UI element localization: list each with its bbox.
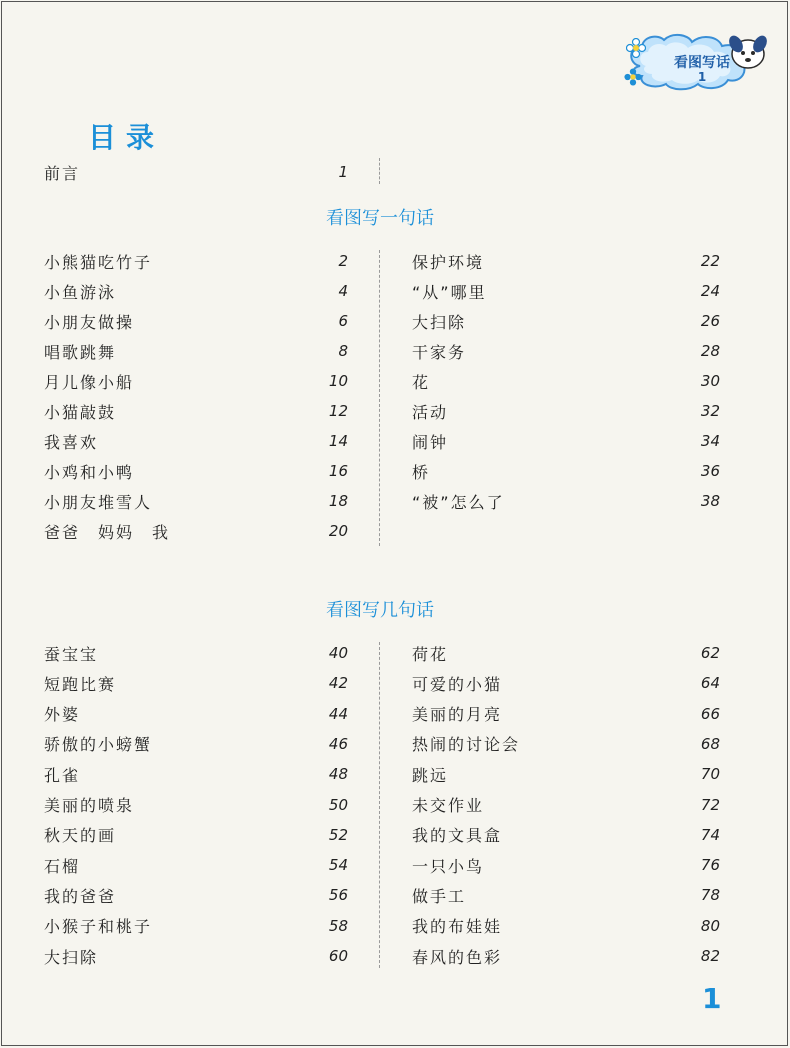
entry-page: 24 <box>700 282 720 300</box>
entry-page: 58 <box>328 916 348 935</box>
entry-page: 74 <box>700 825 720 844</box>
entry-label: 美丽的喷泉 <box>44 796 135 815</box>
toc-entry[interactable] <box>44 791 348 819</box>
toc-entry[interactable] <box>412 639 720 667</box>
entry-label: 荷花 <box>412 644 449 664</box>
entry-label: 保护环境 <box>412 252 485 272</box>
entry-label: 孔雀 <box>44 765 81 785</box>
entry-page: 68 <box>700 734 720 753</box>
entry-label: 未交作业 <box>412 796 485 815</box>
entry-page: 42 <box>328 674 348 693</box>
entry-page: 78 <box>700 886 720 905</box>
entry-page: 38 <box>700 492 720 510</box>
entry-label: 爸爸 妈妈 我 <box>44 522 171 542</box>
toc-entry[interactable] <box>412 881 720 909</box>
entry-label: 我喜欢 <box>44 432 99 452</box>
entry-page: 36 <box>700 462 720 480</box>
toc-entry[interactable] <box>412 457 720 485</box>
entry-page: 16 <box>328 462 348 480</box>
toc-entry[interactable] <box>44 517 348 545</box>
toc-entry[interactable] <box>412 247 720 275</box>
series-badge <box>622 28 772 98</box>
section-heading: 看图写一句话 <box>326 208 434 229</box>
entry-label: 小鱼游泳 <box>44 282 117 302</box>
entry-page: 2 <box>338 252 348 270</box>
entry-page: 32 <box>700 402 720 420</box>
column-divider <box>379 158 380 184</box>
entry-label: 做手工 <box>412 886 467 906</box>
toc-entry[interactable] <box>44 397 348 425</box>
toc-entry[interactable] <box>44 277 348 305</box>
entry-page: 1 <box>338 163 348 181</box>
entry-label: 春风的色彩 <box>412 947 503 967</box>
entry-label: 活动 <box>412 402 449 422</box>
entry-page: 14 <box>328 432 348 450</box>
entry-page: 34 <box>700 432 720 450</box>
entry-label: 小朋友堆雪人 <box>44 492 153 512</box>
entry-page: 10 <box>328 372 348 390</box>
flower-icon <box>624 68 642 86</box>
entry-page: 80 <box>700 916 720 935</box>
entry-page: 8 <box>338 342 348 360</box>
toc-entry[interactable] <box>412 337 720 365</box>
badge-number: 1 <box>697 70 707 84</box>
toc-entry[interactable] <box>412 821 720 849</box>
entry-page: 50 <box>328 795 348 814</box>
entry-label: 前言 <box>44 163 81 183</box>
toc-entry[interactable] <box>412 942 720 970</box>
entry-label: 花 <box>412 372 431 392</box>
toc-entry[interactable] <box>412 791 720 819</box>
toc-entry[interactable] <box>44 367 348 395</box>
entry-page: 48 <box>328 765 348 784</box>
toc-entry-preface[interactable] <box>44 158 348 186</box>
entry-label: 小朋友做操 <box>44 312 135 332</box>
entry-page: 76 <box>700 856 720 875</box>
entry-page: 62 <box>700 644 720 662</box>
toc-entry[interactable] <box>44 247 348 275</box>
entry-label: 跳远 <box>412 765 449 785</box>
entry-page: 22 <box>700 252 720 270</box>
entry-label: 可爱的小猫 <box>412 674 503 694</box>
toc-entry[interactable] <box>44 942 348 970</box>
entry-page: 30 <box>700 372 720 390</box>
toc-entry[interactable] <box>44 881 348 909</box>
badge-title: 看图写话 <box>674 55 730 71</box>
entry-page: 44 <box>328 704 348 723</box>
toc-entry[interactable] <box>44 337 348 365</box>
toc-entry[interactable] <box>412 397 720 425</box>
entry-label: 一只小鸟 <box>412 856 485 876</box>
toc-entry[interactable] <box>412 277 720 305</box>
entry-page: 40 <box>328 644 348 662</box>
entry-page: 54 <box>328 856 348 875</box>
entry-label: 骄傲的小螃蟹 <box>44 735 153 755</box>
entry-label: 短跑比赛 <box>44 674 117 694</box>
entry-label: 桥 <box>412 462 431 482</box>
toc-entry[interactable] <box>412 851 720 879</box>
toc-entry[interactable] <box>412 760 720 788</box>
entry-label: 小鸡和小鸭 <box>44 462 135 482</box>
section-heading: 看图写几句话 <box>326 600 434 621</box>
toc-entry[interactable] <box>44 669 348 697</box>
entry-page: 20 <box>328 522 348 540</box>
toc-entry[interactable] <box>44 427 348 455</box>
entry-label: “从”哪里 <box>412 282 487 302</box>
entry-label: 干家务 <box>412 342 467 362</box>
entry-label: 石榴 <box>44 856 81 876</box>
entry-page: 72 <box>700 795 720 814</box>
entry-page: 26 <box>700 312 720 330</box>
entry-page: 46 <box>328 734 348 753</box>
entry-label: 我的爸爸 <box>44 886 117 906</box>
entry-label: 我的文具盒 <box>412 826 503 846</box>
toc-entry[interactable] <box>412 669 720 697</box>
entry-label: 美丽的月亮 <box>412 705 503 725</box>
toc-entry[interactable] <box>412 367 720 395</box>
toc-entry[interactable] <box>412 427 720 455</box>
entry-label: 外婆 <box>44 705 81 725</box>
toc-entry[interactable] <box>412 700 720 728</box>
entry-page: 60 <box>328 947 348 965</box>
entry-label: 大扫除 <box>412 312 467 332</box>
entry-label: 蚕宝宝 <box>44 644 99 664</box>
toc-entry[interactable] <box>44 700 348 728</box>
entry-label: 秋天的画 <box>44 826 117 846</box>
toc-title: 目录 <box>88 121 165 154</box>
toc-entry[interactable] <box>44 487 348 515</box>
toc-entry[interactable] <box>44 730 348 758</box>
entry-label: “被”怎么了 <box>412 492 505 512</box>
entry-label: 热闹的讨论会 <box>412 735 521 755</box>
entry-label: 我的布娃娃 <box>412 917 503 937</box>
entry-page: 70 <box>700 765 720 784</box>
entry-page: 18 <box>328 492 348 510</box>
column-divider <box>379 250 380 546</box>
toc-entry[interactable] <box>44 307 348 335</box>
entry-page: 12 <box>328 402 348 420</box>
entry-page: 4 <box>338 282 348 300</box>
entry-page: 6 <box>338 312 348 330</box>
entry-page: 56 <box>328 886 348 905</box>
toc-entry[interactable] <box>44 760 348 788</box>
toc-entry[interactable] <box>44 457 348 485</box>
entry-label: 月儿像小船 <box>44 372 135 392</box>
toc-entry[interactable] <box>44 851 348 879</box>
entry-label: 小熊猫吃竹子 <box>44 252 153 272</box>
entry-page: 64 <box>700 674 720 693</box>
entry-page: 66 <box>700 704 720 723</box>
page-number: 1 <box>702 982 722 1015</box>
column-divider <box>379 642 380 968</box>
entry-page: 82 <box>700 947 720 965</box>
toc-entry[interactable] <box>412 730 720 758</box>
toc-entry[interactable] <box>412 307 720 335</box>
toc-entry[interactable] <box>412 912 720 940</box>
toc-entry[interactable] <box>44 639 348 667</box>
entry-label: 大扫除 <box>44 947 99 967</box>
entry-page: 28 <box>700 342 720 360</box>
entry-label: 唱歌跳舞 <box>44 342 117 362</box>
toc-entry[interactable] <box>412 487 720 515</box>
toc-entry[interactable] <box>44 912 348 940</box>
entry-label: 闹钟 <box>412 432 449 452</box>
entry-label: 小猫敲鼓 <box>44 402 117 422</box>
entry-page: 52 <box>328 825 348 844</box>
toc-entry[interactable] <box>44 821 348 849</box>
flower-icon <box>626 38 646 58</box>
entry-label: 小猴子和桃子 <box>44 917 153 937</box>
